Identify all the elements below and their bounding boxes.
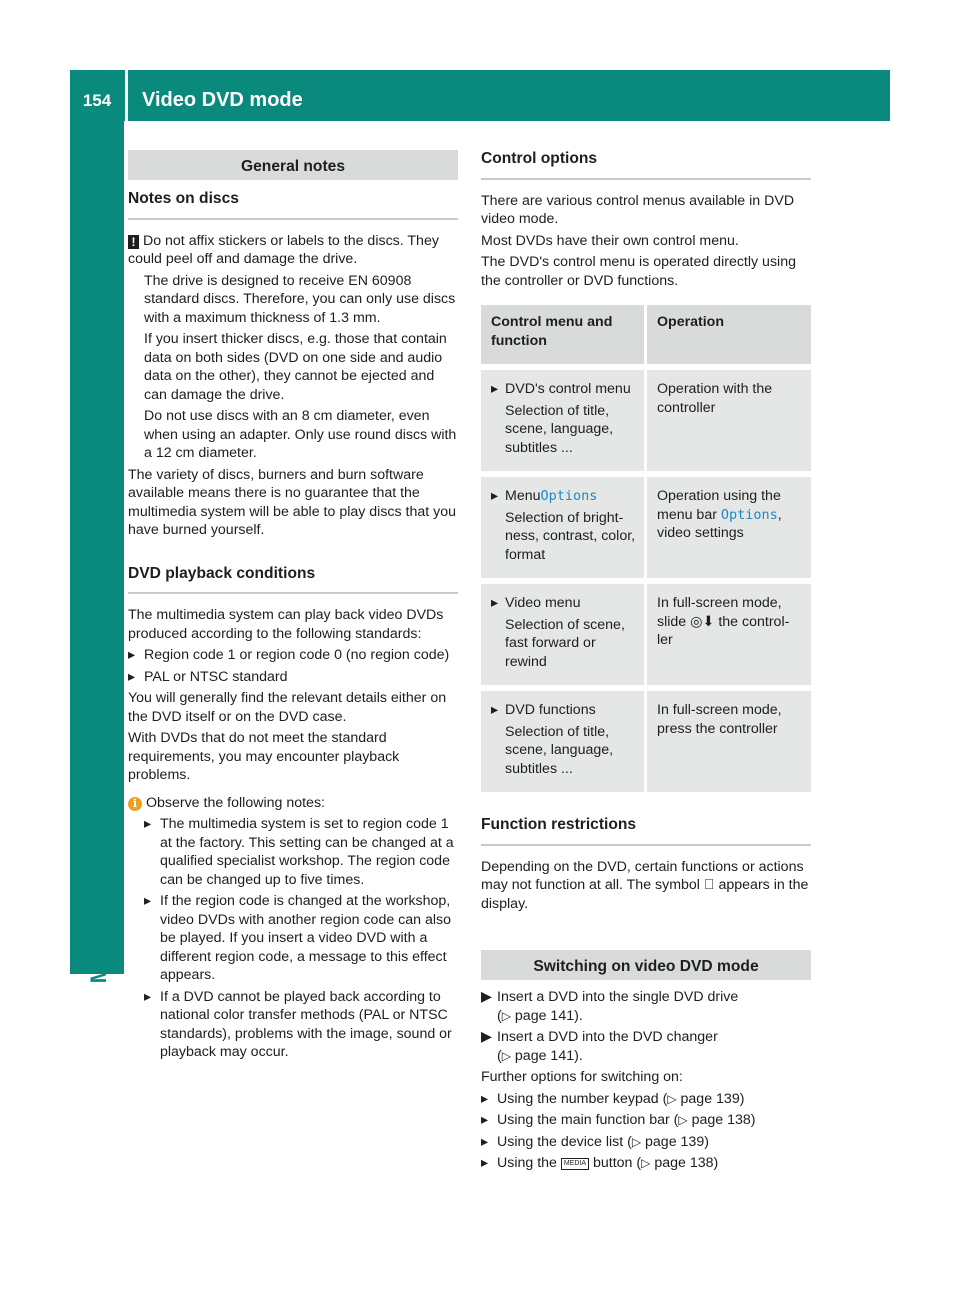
list-item: ▸ Region code 1 or region code 0 (no region code) xyxy=(128,647,450,663)
media-key-icon: MEDIA xyxy=(561,1158,589,1170)
list-item: ▸ PAL or NTSC standard xyxy=(128,668,288,685)
right-column xyxy=(481,150,811,1176)
arrow-icon: ▷ xyxy=(501,1008,511,1023)
table-row xyxy=(481,370,811,471)
table-header-row xyxy=(481,305,811,364)
list-item: ▸ If the region code is changed at the workshop, video DVDs with another region code can also be played. If you insert a video DVD with a different region code, a message to this effect appears. xyxy=(144,893,452,983)
table-row xyxy=(481,477,811,578)
table-cell: ▸ DVD's control menu Selection of title, scene, language, subtitles ... xyxy=(481,370,647,471)
arrow-icon: ▷ xyxy=(501,1048,511,1063)
table-cell: In full-screen mode, slide ◎⬇ the control-ler xyxy=(647,584,811,685)
further-paragraph: Further options for switching on: xyxy=(481,1069,683,1085)
control-heading: Control options xyxy=(481,150,811,180)
arrow-icon: ▷ xyxy=(641,1156,651,1170)
info-icon: i xyxy=(128,797,142,811)
warning-icon: ! xyxy=(128,235,139,249)
table-cell: Operation with the controller xyxy=(647,370,811,471)
side-tab-label: Media xyxy=(86,921,111,984)
table-cell: ▸ DVD functions Selection of title, scene, language, subtitles ... xyxy=(481,691,647,792)
warning-paragraph: ! Do not affix stickers or labels to the discs. They could peel off and damage the drive. xyxy=(128,232,439,267)
control-paragraph-1: There are various control menus available in DVD video mode. xyxy=(481,192,795,227)
details-paragraph: You will generally find the relevant details either on the DVD itself or on the DVD case. xyxy=(128,690,447,725)
page-title: Video DVD mode xyxy=(142,89,303,111)
restrictions-paragraph: Depending on the DVD, certain functions or actions may not function at all. The symbol ⃠ appears in the display. xyxy=(481,858,809,912)
table-cell: In full-screen mode, press the controller xyxy=(647,691,811,792)
table-row xyxy=(481,584,811,685)
list-item: ▸ Using the MEDIA button (▷ page 138) xyxy=(481,1155,719,1171)
options-code: Options xyxy=(720,506,778,523)
warning-paragraph-3: If you insert thicker discs, e.g. those that contain data on both sides (DVD on one side and audio data on the other), they cannot be ejected and can damage the drive. xyxy=(144,331,447,403)
table-cell: ▸ Video menu Selection of scene, fast forward or rewind xyxy=(481,584,647,685)
arrow-icon: ▷ xyxy=(667,1091,677,1106)
table-header-cell: Control menu and function xyxy=(481,305,647,364)
table-cell: ▸ MenuOptions Selection of bright-ness, contrast, color, format xyxy=(481,477,647,578)
general-notes-box: General notes xyxy=(128,150,458,180)
page-number: 154 xyxy=(82,91,112,110)
list-item: ▸ If a DVD cannot be played back according to national color transfer methods (PAL or NTSC standards), problems with the image, sound or playback may occur. xyxy=(144,988,452,1060)
warning-paragraph-4: Do not use discs with an 8 cm diameter, even when using an adapter. Only use round discs with a 12 cm diameter. xyxy=(144,408,457,461)
arrow-icon: ▷ xyxy=(678,1113,688,1127)
left-column xyxy=(128,150,458,1065)
control-table xyxy=(481,299,811,798)
list-item: ▸ Using the main function bar (▷ page 138) xyxy=(481,1112,756,1128)
playback-intro: The multimedia system can play back video DVDs produced according to the following standards: xyxy=(128,607,444,642)
step-item: ▶ Insert a DVD into the DVD changer (▷ page 141). xyxy=(481,1029,718,1064)
list-item: ▸ The multimedia system is set to region code 1 at the factory. This setting can be changed at a qualified specialist workshop. The region code can be changed up to five times. xyxy=(144,816,454,888)
table-row xyxy=(481,691,811,792)
side-tab-bar xyxy=(70,121,124,974)
arrow-icon: ▷ xyxy=(631,1134,642,1149)
options-code: Options xyxy=(540,488,598,504)
discs-heading: Notes on discs xyxy=(128,190,458,220)
table-cell: Operation using the menu bar Options, video settings xyxy=(647,477,811,578)
control-paragraph-3: The DVD's control menu is operated directly using the controller or DVD functions. xyxy=(481,254,796,289)
list-item: ▸ Using the number keypad (▷ page 139) xyxy=(481,1090,745,1107)
step-item: ▶ Insert a DVD into the single DVD drive (▷ page 141). xyxy=(481,989,739,1024)
control-paragraph-2: Most DVDs have their own control menu. xyxy=(481,232,739,249)
table-header-cell: Operation xyxy=(647,305,811,364)
problems-paragraph: With DVDs that do not meet the standard requirements, you may encounter playback problems. xyxy=(128,730,400,783)
info-paragraph: i Observe the following notes: xyxy=(128,794,458,813)
switching-box: Switching on video DVD mode xyxy=(481,950,811,980)
playback-heading: DVD playback conditions xyxy=(128,565,458,595)
list-item: ▸ Using the device list (▷ page 139) xyxy=(481,1133,709,1150)
variety-paragraph: The variety of discs, burners and burn software available means there is no guarantee that the multimedia system will be able to play discs that you have burned yourself. xyxy=(128,466,457,538)
controller-slide-icon: ◎⬇ xyxy=(690,613,715,630)
header-divider xyxy=(125,70,128,121)
restrictions-heading: Function restrictions xyxy=(481,816,811,846)
warning-paragraph-2: The drive is designed to receive EN 60908 standard discs. Therefore, you can only use discs with a maximum thickness of 1.3 mm. xyxy=(144,272,456,326)
